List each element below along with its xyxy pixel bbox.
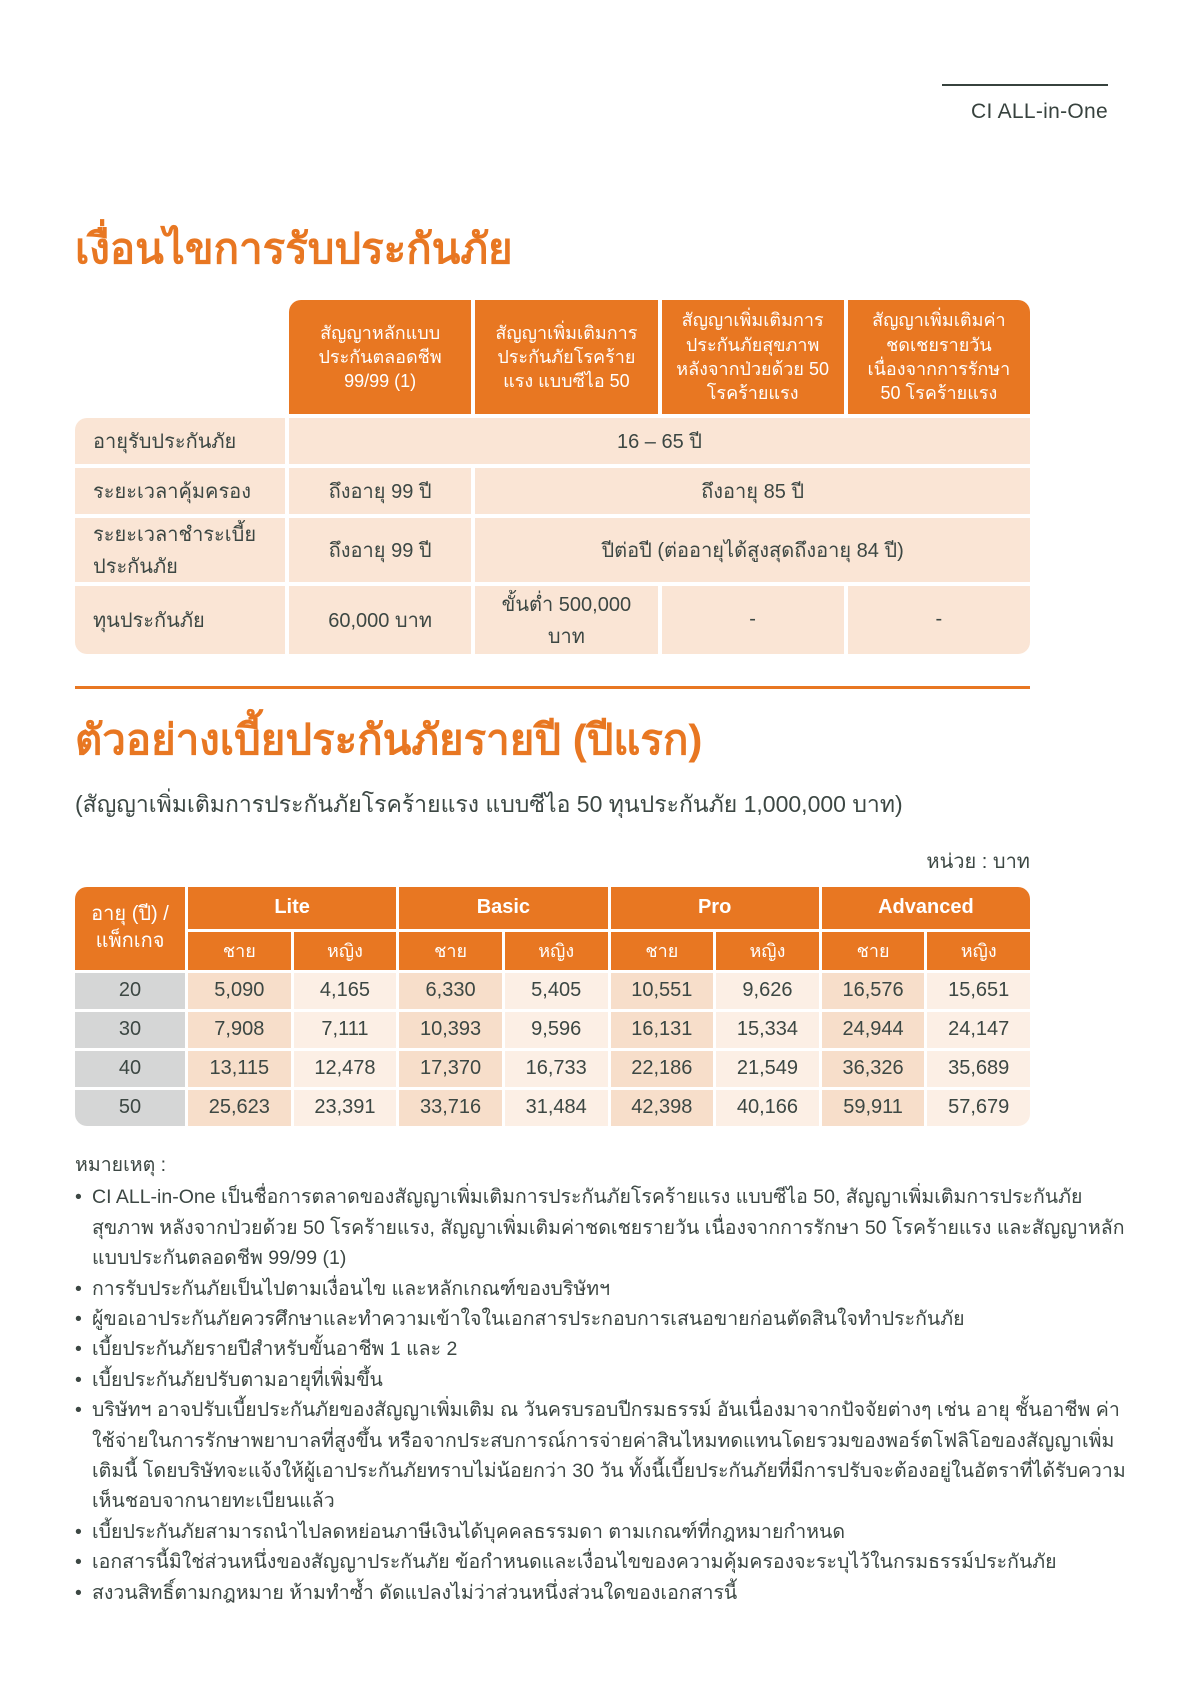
premium-value-cell: 22,186 xyxy=(611,1051,714,1087)
premium-value-cell: 21,549 xyxy=(716,1051,819,1087)
premium-age-cell: 50 xyxy=(75,1090,185,1126)
note-item: • การรับประกันภัยเป็นไปตามเงื่อนไข และหลักเกณฑ์ของบริษัทฯ xyxy=(75,1274,1133,1304)
premium-value-cell: 16,733 xyxy=(505,1051,608,1087)
conditions-col-header-main-plan: สัญญาหลักแบบประกันตลอดชีพ 99/99 (1) xyxy=(289,300,471,413)
section1-title: เงื่อนไขการรับประกันภัย xyxy=(75,225,513,272)
conditions-row-label-sum-insured: ทุนประกันภัย xyxy=(75,586,285,654)
premium-corner-header: อายุ (ปี) / แพ็กเกจ xyxy=(75,887,185,970)
premium-value-cell: 12,478 xyxy=(294,1051,397,1087)
premium-sub-header-advanced-female: หญิง xyxy=(927,932,1030,970)
premium-value-cell: 9,626 xyxy=(716,973,819,1009)
note-item: • เบี้ยประกันภัยสามารถนำไปลดหย่อนภาษีเงินได้บุคคลธรรมดา ตามเกณฑ์ที่กฎหมายกำหนด xyxy=(75,1517,1133,1547)
header-rule xyxy=(942,84,1108,86)
premium-value-cell: 7,111 xyxy=(294,1012,397,1048)
premium-value-cell: 15,651 xyxy=(927,973,1030,1009)
conditions-cell-payment-main: ถึงอายุ 99 ปี xyxy=(289,518,471,582)
premium-value-cell: 31,484 xyxy=(505,1090,608,1126)
premium-group-header-pro: Pro xyxy=(611,887,819,929)
notes-section xyxy=(75,1150,1133,1608)
premium-value-cell: 9,596 xyxy=(505,1012,608,1048)
premium-sub-header-lite-male: ชาย xyxy=(188,932,291,970)
premium-value-cell: 16,576 xyxy=(822,973,925,1009)
note-item: • เบี้ยประกันภัยรายปีสำหรับขั้นอาชีพ 1 และ 2 xyxy=(75,1334,1133,1364)
premium-sub-header-advanced-male: ชาย xyxy=(822,932,925,970)
premium-value-cell: 42,398 xyxy=(611,1090,714,1126)
section-divider xyxy=(75,686,1030,689)
conditions-cell-payment-riders: ปีต่อปี (ต่ออายุได้สูงสุดถึงอายุ 84 ปี) xyxy=(475,518,1030,582)
note-item: • บริษัทฯ อาจปรับเบี้ยประกันภัยของสัญญาเพิ่มเติม ณ วันครบรอบปีกรมธรรม์ อันเนื่องมาจากปัจจัยต่างๆ เช่น อายุ ชั้นอาชีพ ค่าใช้จ่ายในการรักษาพยาบาลที่สูงขึ้น หรือจากประสบการณ์การจ่ายค่าสินไหมทดแทนโดยรวมของพอร์ตโฟลิโอของสัญญาเพิ่มเติมนี้ โดยบริษัทจะแจ้งให้ผู้เอาประกันภัยทราบไม่น้อยกว่า 30 วัน ทั้งนี้เบี้ยประกันภัยที่มีการปรับจะต้องอยู่ในอัตราที่ได้รับความเห็นชอบจากนายทะเบียนแล้ว xyxy=(75,1395,1133,1517)
premium-value-cell: 5,405 xyxy=(505,973,608,1009)
note-item: • เอกสารนี้มิใช่ส่วนหนึ่งของสัญญาประกันภัย ข้อกำหนดและเงื่อนไขของความคุ้มครองจะระบุไว้ในกรมธรรม์ประกันภัย xyxy=(75,1547,1133,1577)
conditions-cell-age-range: 16 – 65 ปี xyxy=(289,418,1030,464)
premium-value-cell: 13,115 xyxy=(188,1051,291,1087)
premium-value-cell: 24,147 xyxy=(927,1012,1030,1048)
premium-value-cell: 35,689 xyxy=(927,1051,1030,1087)
premium-age-cell: 20 xyxy=(75,973,185,1009)
premium-value-cell: 15,334 xyxy=(716,1012,819,1048)
premium-sub-header-basic-male: ชาย xyxy=(399,932,502,970)
conditions-col-header-health-rider: สัญญาเพิ่มเติมการประกันภัยสุขภาพ หลังจากป่วยด้วย 50 โรคร้ายแรง xyxy=(662,300,844,413)
premium-value-cell: 17,370 xyxy=(399,1051,502,1087)
premium-value-cell: 33,716 xyxy=(399,1090,502,1126)
note-item: • เบี้ยประกันภัยปรับตามอายุที่เพิ่มขึ้น xyxy=(75,1365,1133,1395)
conditions-table xyxy=(75,300,1030,653)
note-item: • CI ALL-in-One เป็นชื่อการตลาดของสัญญาเพิ่มเติมการประกันภัยโรคร้ายแรง แบบซีไอ 50, สัญญาเพิ่มเติมการประกันภัยสุขภาพ หลังจากป่วยด้วย 50 โรคร้ายแรง, สัญญาเพิ่มเติมค่าชดเชยรายวัน เนื่องจากการรักษา 50 โรคร้ายแรง และสัญญาหลักแบบประกันตลอดชีพ 99/99 (1) xyxy=(75,1182,1133,1273)
premium-table xyxy=(75,887,1030,1126)
premium-value-cell: 59,911 xyxy=(822,1090,925,1126)
brand-label: CI ALL-in-One xyxy=(971,100,1108,123)
premium-value-cell: 10,551 xyxy=(611,973,714,1009)
premium-age-cell: 40 xyxy=(75,1051,185,1087)
conditions-row-label-payment-period: ระยะเวลาชำระเบี้ยประกันภัย xyxy=(75,518,285,582)
note-item: • สงวนสิทธิ์ตามกฎหมาย ห้ามทำซ้ำ ดัดแปลงไม่ว่าส่วนหนึ่งส่วนใดของเอกสารนี้ xyxy=(75,1578,1133,1608)
premium-value-cell: 16,131 xyxy=(611,1012,714,1048)
premium-value-cell: 40,166 xyxy=(716,1090,819,1126)
brand-header xyxy=(942,84,1108,124)
premium-group-header-basic: Basic xyxy=(399,887,607,929)
conditions-row-label-age: อายุรับประกันภัย xyxy=(75,418,285,464)
conditions-cell-sum-health: - xyxy=(662,586,844,654)
section2-subtitle: (สัญญาเพิ่มเติมการประกันภัยโรคร้ายแรง แบบซีไอ 50 ทุนประกันภัย 1,000,000 บาท) xyxy=(75,790,903,817)
premium-value-cell: 25,623 xyxy=(188,1090,291,1126)
premium-group-header-advanced: Advanced xyxy=(822,887,1030,929)
conditions-cell-sum-daily: - xyxy=(848,586,1030,654)
conditions-col-header-daily-benefit-rider: สัญญาเพิ่มเติมค่าชดเชยรายวัน เนื่องจากการรักษา 50 โรคร้ายแรง xyxy=(848,300,1030,413)
note-item: • ผู้ขอเอาประกันภัยควรศึกษาและทำความเข้าใจในเอกสารประกอบการเสนอขายก่อนตัดสินใจทำประกันภัย xyxy=(75,1304,1133,1334)
premium-sub-header-pro-female: หญิง xyxy=(716,932,819,970)
premium-value-cell: 23,391 xyxy=(294,1090,397,1126)
premium-value-cell: 57,679 xyxy=(927,1090,1030,1126)
conditions-row-label-coverage-period: ระยะเวลาคุ้มครอง xyxy=(75,468,285,514)
premium-value-cell: 6,330 xyxy=(399,973,502,1009)
premium-value-cell: 4,165 xyxy=(294,973,397,1009)
conditions-cell-sum-main: 60,000 บาท xyxy=(289,586,471,654)
premium-value-cell: 24,944 xyxy=(822,1012,925,1048)
premium-sub-header-lite-female: หญิง xyxy=(294,932,397,970)
conditions-corner-spacer xyxy=(75,300,285,413)
premium-sub-header-basic-female: หญิง xyxy=(505,932,608,970)
conditions-col-header-ci-rider: สัญญาเพิ่มเติมการประกันภัยโรคร้ายแรง แบบซีไอ 50 xyxy=(475,300,657,413)
conditions-cell-coverage-main: ถึงอายุ 99 ปี xyxy=(289,468,471,514)
premium-value-cell: 7,908 xyxy=(188,1012,291,1048)
section2-title: ตัวอย่างเบี้ยประกันภัยรายปี (ปีแรก) xyxy=(75,715,703,763)
premium-value-cell: 36,326 xyxy=(822,1051,925,1087)
unit-label: หน่วย : บาท xyxy=(926,850,1030,873)
premium-age-cell: 30 xyxy=(75,1012,185,1048)
conditions-cell-sum-ci: ขั้นต่ำ 500,000 บาท xyxy=(475,586,657,654)
conditions-cell-coverage-riders: ถึงอายุ 85 ปี xyxy=(475,468,1030,514)
premium-value-cell: 5,090 xyxy=(188,973,291,1009)
premium-group-header-lite: Lite xyxy=(188,887,396,929)
premium-sub-header-pro-male: ชาย xyxy=(611,932,714,970)
premium-value-cell: 10,393 xyxy=(399,1012,502,1048)
notes-title: หมายเหตุ : xyxy=(75,1153,167,1176)
